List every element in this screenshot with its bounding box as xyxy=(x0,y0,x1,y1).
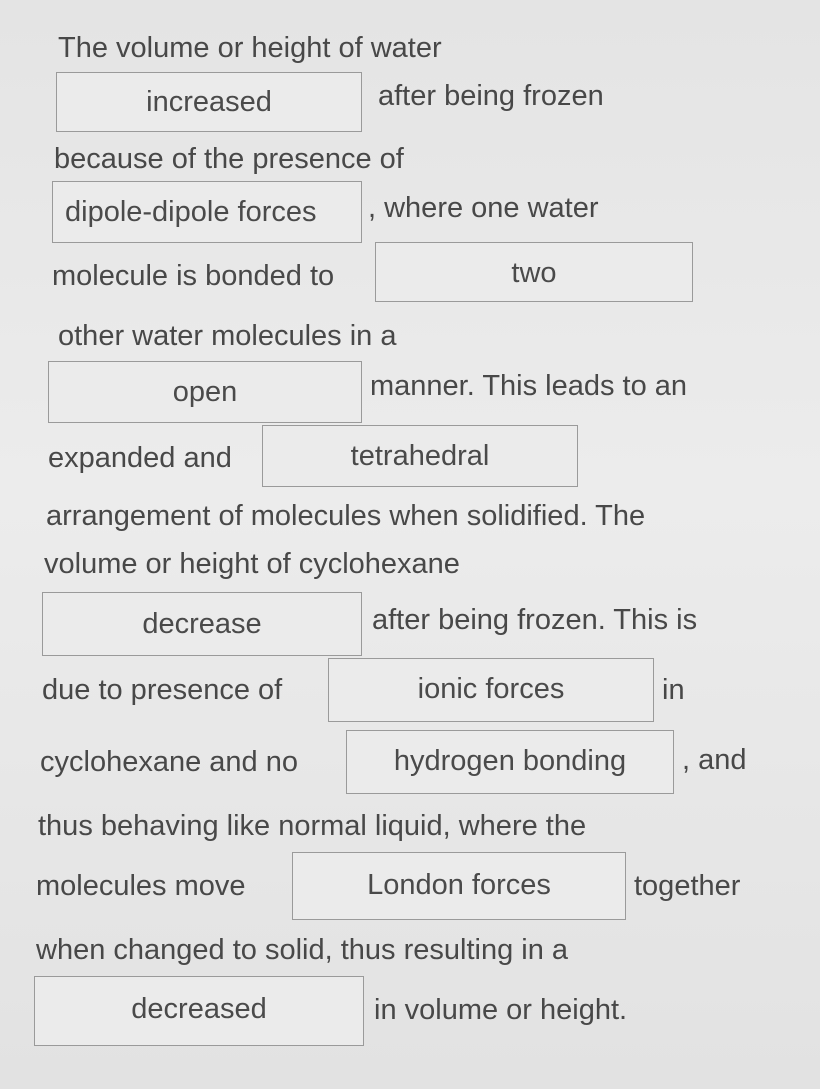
text-after-box-8: , and xyxy=(682,744,747,776)
answer-box-10[interactable]: decreased xyxy=(34,976,364,1046)
text-line-12: when changed to solid, thus resulting in a xyxy=(36,934,569,966)
answer-box-6[interactable]: decrease xyxy=(42,592,362,656)
text-line-8: due to presence of xyxy=(42,674,283,706)
text-line-9: cyclohexane and no xyxy=(40,746,298,778)
answer-box-1[interactable]: increased xyxy=(56,72,362,132)
text-line-2: because of the presence of xyxy=(54,143,404,175)
text-after-box-6: after being frozen. This is xyxy=(372,604,698,636)
text-line-11: molecules move xyxy=(36,870,246,902)
text-after-box-9: together xyxy=(634,870,741,902)
text-line-5: expanded and xyxy=(48,442,232,474)
text-line-3: molecule is bonded to xyxy=(52,260,335,292)
text-after-box-10: in volume or height. xyxy=(374,994,628,1026)
answer-box-2[interactable]: dipole-dipole forces xyxy=(52,181,362,243)
text-line-4: other water molecules in a xyxy=(58,320,397,352)
answer-box-7[interactable]: ionic forces xyxy=(328,658,654,722)
text-line-1: The volume or height of water xyxy=(58,32,442,64)
text-line-6: arrangement of molecules when solidified. The xyxy=(46,500,646,532)
text-after-box-7: in xyxy=(662,674,685,706)
answer-box-4[interactable]: open xyxy=(48,361,362,423)
answer-box-3[interactable]: two xyxy=(375,242,693,302)
answer-box-9[interactable]: London forces xyxy=(292,852,626,920)
text-line-10: thus behaving like normal liquid, where the xyxy=(38,810,587,842)
answer-box-8[interactable]: hydrogen bonding xyxy=(346,730,674,794)
text-line-7: volume or height of cyclohexane xyxy=(44,548,460,580)
answer-box-5[interactable]: tetrahedral xyxy=(262,425,578,487)
text-after-box-2: , where one water xyxy=(368,192,599,224)
text-after-box-4: manner. This leads to an xyxy=(370,370,688,402)
text-after-box-1: after being frozen xyxy=(378,80,604,112)
